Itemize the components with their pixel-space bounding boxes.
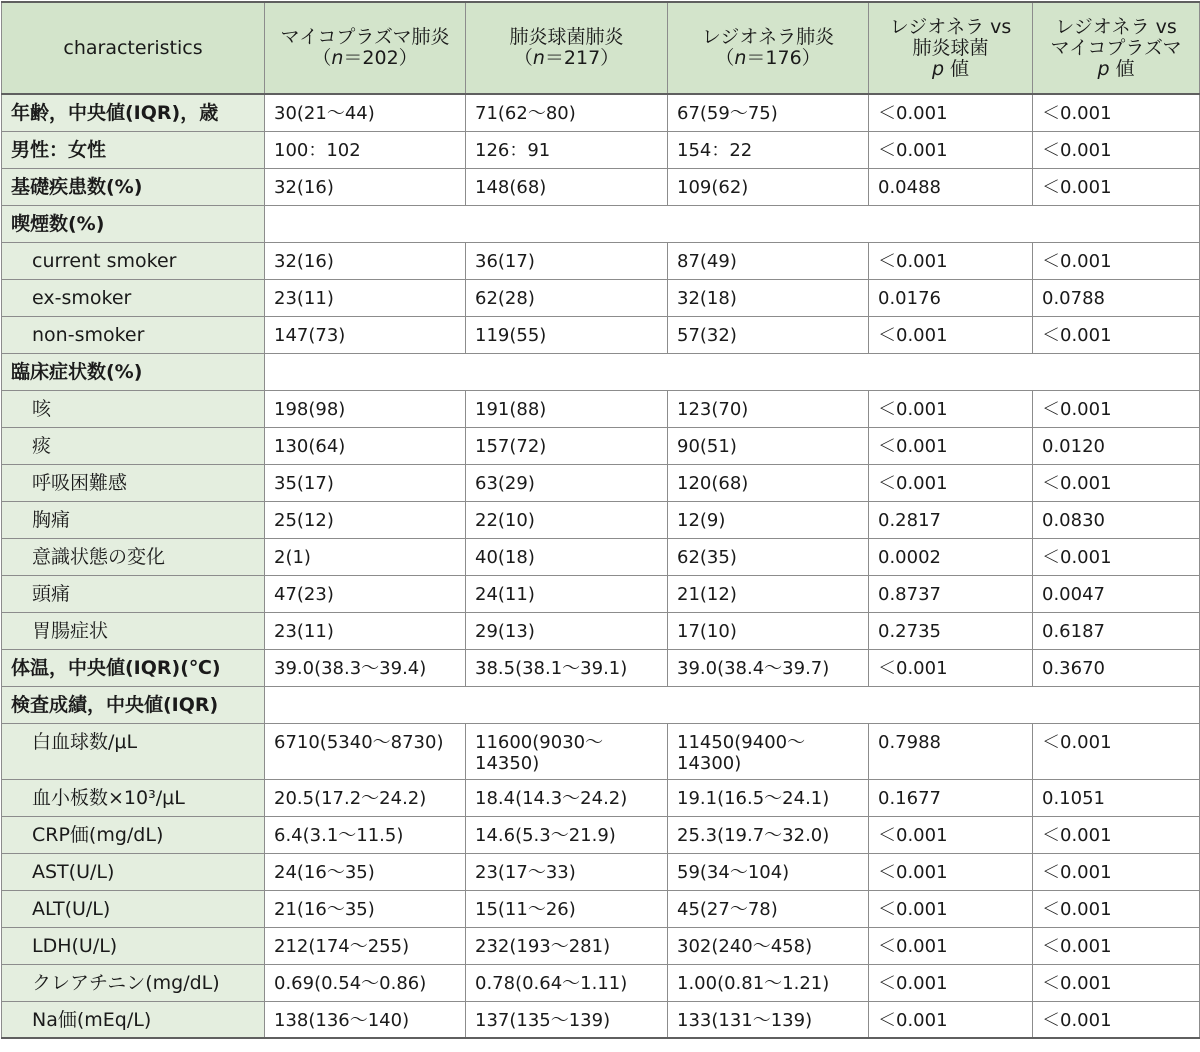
cell-value: ＜0.001 <box>1033 964 1200 1001</box>
header-legionella-vs-mycoplasma: レジオネラ vs マイコプラズマ p 値 <box>1033 2 1200 94</box>
cell-value: ＜0.001 <box>869 890 1033 927</box>
cell-value: 63(29) <box>466 464 668 501</box>
cell-value: 12(9) <box>668 501 869 538</box>
cell-value: 29(13) <box>466 612 668 649</box>
table-row <box>2 779 1200 816</box>
group-spacer-cell <box>265 686 1200 723</box>
cell-value: 21(16～35) <box>265 890 466 927</box>
cell-value: 24(11) <box>466 575 668 612</box>
table-row <box>2 964 1200 1001</box>
table-row <box>2 316 1200 353</box>
cell-value: ＜0.001 <box>869 853 1033 890</box>
cell-value: ＜0.001 <box>1033 723 1200 779</box>
cell-value: ＜0.001 <box>869 390 1033 427</box>
cell-value: 0.0176 <box>869 279 1033 316</box>
cell-value: ＜0.001 <box>1033 316 1200 353</box>
table-row <box>2 575 1200 612</box>
cell-value: 23(11) <box>265 612 466 649</box>
cell-value: 0.8737 <box>869 575 1033 612</box>
header-legionella-name: レジオネラ肺炎 <box>701 26 835 48</box>
cell-value: 191(88) <box>466 390 668 427</box>
cell-value: ＜0.001 <box>1033 890 1200 927</box>
row-label: 白血球数/μL <box>2 723 265 779</box>
row-label: 意識状態の変化 <box>2 538 265 575</box>
cell-value: ＜0.001 <box>1033 927 1200 964</box>
cell-value: 6710(5340～8730) <box>265 723 466 779</box>
cell-value: 18.4(14.3～24.2) <box>466 779 668 816</box>
cell-value: 119(55) <box>466 316 668 353</box>
row-label: 年齢，中央値(IQR)，歳 <box>2 94 265 131</box>
row-label: 頭痛 <box>2 575 265 612</box>
table-row <box>2 279 1200 316</box>
row-label: 呼吸困難感 <box>2 464 265 501</box>
row-label: 胸痛 <box>2 501 265 538</box>
table-row <box>2 131 1200 168</box>
cell-value: ＜0.001 <box>869 242 1033 279</box>
cell-value: 147(73) <box>265 316 466 353</box>
cell-value: 71(62～80) <box>466 94 668 131</box>
table-row <box>2 501 1200 538</box>
cell-value: 1.00(0.81～1.21) <box>668 964 869 1001</box>
cell-value: 100：102 <box>265 131 466 168</box>
cell-value: ＜0.001 <box>1033 853 1200 890</box>
cell-value: 109(62) <box>668 168 869 205</box>
group-spacer-cell <box>265 353 1200 390</box>
cell-value: 138(136～140) <box>265 1001 466 1038</box>
cell-value: 59(34～104) <box>668 853 869 890</box>
row-label: non-smoker <box>2 316 265 353</box>
row-label: 体温，中央値(IQR)(℃) <box>2 649 265 686</box>
table-row <box>2 168 1200 205</box>
cell-value: 6.4(3.1～11.5) <box>265 816 466 853</box>
cell-value: ＜0.001 <box>1033 94 1200 131</box>
cell-value: 0.3670 <box>1033 649 1200 686</box>
cell-value: ＜0.001 <box>869 964 1033 1001</box>
table-row <box>2 538 1200 575</box>
row-label: クレアチニン(mg/dL) <box>2 964 265 1001</box>
cell-value: 21(12) <box>668 575 869 612</box>
cell-value: 154：22 <box>668 131 869 168</box>
header-mycoplasma-name: マイコプラズマ肺炎 <box>280 26 450 48</box>
cell-value: 23(11) <box>265 279 466 316</box>
row-label: ex-smoker <box>2 279 265 316</box>
row-label: LDH(U/L) <box>2 927 265 964</box>
cell-value: ＜0.001 <box>869 316 1033 353</box>
cell-value: 62(28) <box>466 279 668 316</box>
cell-value: 11450(9400～14300) <box>668 723 869 779</box>
cell-value: ＜0.001 <box>869 927 1033 964</box>
cell-value: 39.0(38.3～39.4) <box>265 649 466 686</box>
table-row <box>2 1001 1200 1038</box>
cell-value: 2(1) <box>265 538 466 575</box>
table-row <box>2 427 1200 464</box>
cell-value: 130(64) <box>265 427 466 464</box>
row-label: 基礎疾患数(%) <box>2 168 265 205</box>
cell-value: 302(240～458) <box>668 927 869 964</box>
header-mycoplasma: マイコプラズマ肺炎 （n＝202） <box>265 2 466 94</box>
cell-value: 0.2735 <box>869 612 1033 649</box>
cell-value: 133(131～139) <box>668 1001 869 1038</box>
header-legionella-vs-pneumococcal: レジオネラ vs 肺炎球菌 p 値 <box>869 2 1033 94</box>
cell-value: 39.0(38.4～39.7) <box>668 649 869 686</box>
cell-value: ＜0.001 <box>1033 168 1200 205</box>
cell-value: 35(17) <box>265 464 466 501</box>
cell-value: 17(10) <box>668 612 869 649</box>
row-label: 男性：女性 <box>2 131 265 168</box>
table-row <box>2 723 1200 779</box>
table-row <box>2 927 1200 964</box>
cell-value: 15(11～26) <box>466 890 668 927</box>
row-label: 検査成績，中央値(IQR) <box>2 686 265 723</box>
row-label: current smoker <box>2 242 265 279</box>
cell-value: 137(135～139) <box>466 1001 668 1038</box>
cell-value: 14.6(5.3～21.9) <box>466 816 668 853</box>
table-row <box>2 205 1200 242</box>
header-pneumococcal: 肺炎球菌肺炎 （n＝217） <box>466 2 668 94</box>
cell-value: 198(98) <box>265 390 466 427</box>
table-row <box>2 649 1200 686</box>
table-row <box>2 390 1200 427</box>
cell-value: 32(18) <box>668 279 869 316</box>
table-row <box>2 353 1200 390</box>
cell-value: 36(17) <box>466 242 668 279</box>
cell-value: 0.1677 <box>869 779 1033 816</box>
cell-value: 0.0120 <box>1033 427 1200 464</box>
cell-value: 62(35) <box>668 538 869 575</box>
cell-value: 0.78(0.64～1.11) <box>466 964 668 1001</box>
row-label: CRP価(mg/dL) <box>2 816 265 853</box>
cell-value: 23(17～33) <box>466 853 668 890</box>
cell-value: ＜0.001 <box>1033 1001 1200 1038</box>
cell-value: 126：91 <box>466 131 668 168</box>
cell-value: ＜0.001 <box>1033 242 1200 279</box>
cell-value: 30(21～44) <box>265 94 466 131</box>
cell-value: 11600(9030～14350) <box>466 723 668 779</box>
table-row <box>2 853 1200 890</box>
row-label: 臨床症状数(%) <box>2 353 265 390</box>
cell-value: 40(18) <box>466 538 668 575</box>
cell-value: 123(70) <box>668 390 869 427</box>
cell-value: 0.2817 <box>869 501 1033 538</box>
table-row <box>2 242 1200 279</box>
header-characteristics: characteristics <box>2 2 265 94</box>
table-row <box>2 464 1200 501</box>
table-row <box>2 612 1200 649</box>
cell-value: 32(16) <box>265 242 466 279</box>
cell-value: 90(51) <box>668 427 869 464</box>
cell-value: 67(59～75) <box>668 94 869 131</box>
table-row <box>2 890 1200 927</box>
row-label: AST(U/L) <box>2 853 265 890</box>
comparison-table <box>1 1 1200 1039</box>
cell-value: ＜0.001 <box>869 649 1033 686</box>
cell-value: 232(193～281) <box>466 927 668 964</box>
cell-value: 25(12) <box>265 501 466 538</box>
cell-value: ＜0.001 <box>869 427 1033 464</box>
row-label: 痰 <box>2 427 265 464</box>
cell-value: 20.5(17.2～24.2) <box>265 779 466 816</box>
cell-value: ＜0.001 <box>1033 464 1200 501</box>
cell-value: 0.0788 <box>1033 279 1200 316</box>
cell-value: 24(16～35) <box>265 853 466 890</box>
table-row <box>2 816 1200 853</box>
cell-value: ＜0.001 <box>1033 131 1200 168</box>
cell-value: ＜0.001 <box>1033 538 1200 575</box>
cell-value: 0.0002 <box>869 538 1033 575</box>
row-label: 喫煙数(%) <box>2 205 265 242</box>
cell-value: 0.69(0.54～0.86) <box>265 964 466 1001</box>
cell-value: ＜0.001 <box>869 131 1033 168</box>
cell-value: 87(49) <box>668 242 869 279</box>
cell-value: ＜0.001 <box>869 94 1033 131</box>
cell-value: ＜0.001 <box>869 1001 1033 1038</box>
cell-value: 0.6187 <box>1033 612 1200 649</box>
header-legionella: レジオネラ肺炎 （n＝176） <box>668 2 869 94</box>
cell-value: 148(68) <box>466 168 668 205</box>
row-label: Na価(mEq/L) <box>2 1001 265 1038</box>
cell-value: 157(72) <box>466 427 668 464</box>
cell-value: 57(32) <box>668 316 869 353</box>
row-label: 胃腸症状 <box>2 612 265 649</box>
table-row <box>2 686 1200 723</box>
row-label: 血小板数×10³/μL <box>2 779 265 816</box>
header-pneumococcal-name: 肺炎球菌肺炎 <box>509 26 624 48</box>
cell-value: 0.0488 <box>869 168 1033 205</box>
table-row <box>2 94 1200 131</box>
cell-value: 25.3(19.7～32.0) <box>668 816 869 853</box>
cell-value: 120(68) <box>668 464 869 501</box>
cell-value: ＜0.001 <box>1033 816 1200 853</box>
cell-value: 212(174～255) <box>265 927 466 964</box>
group-spacer-cell <box>265 205 1200 242</box>
table-body <box>2 94 1200 1038</box>
cell-value: 45(27～78) <box>668 890 869 927</box>
header-row <box>2 2 1200 94</box>
cell-value: ＜0.001 <box>869 816 1033 853</box>
cell-value: 0.0830 <box>1033 501 1200 538</box>
row-label: ALT(U/L) <box>2 890 265 927</box>
cell-value: 47(23) <box>265 575 466 612</box>
cell-value: 0.0047 <box>1033 575 1200 612</box>
cell-value: 38.5(38.1～39.1) <box>466 649 668 686</box>
cell-value: ＜0.001 <box>1033 390 1200 427</box>
cell-value: ＜0.001 <box>869 464 1033 501</box>
row-label: 咳 <box>2 390 265 427</box>
cell-value: 0.1051 <box>1033 779 1200 816</box>
cell-value: 22(10) <box>466 501 668 538</box>
cell-value: 32(16) <box>265 168 466 205</box>
cell-value: 19.1(16.5～24.1) <box>668 779 869 816</box>
cell-value: 0.7988 <box>869 723 1033 779</box>
